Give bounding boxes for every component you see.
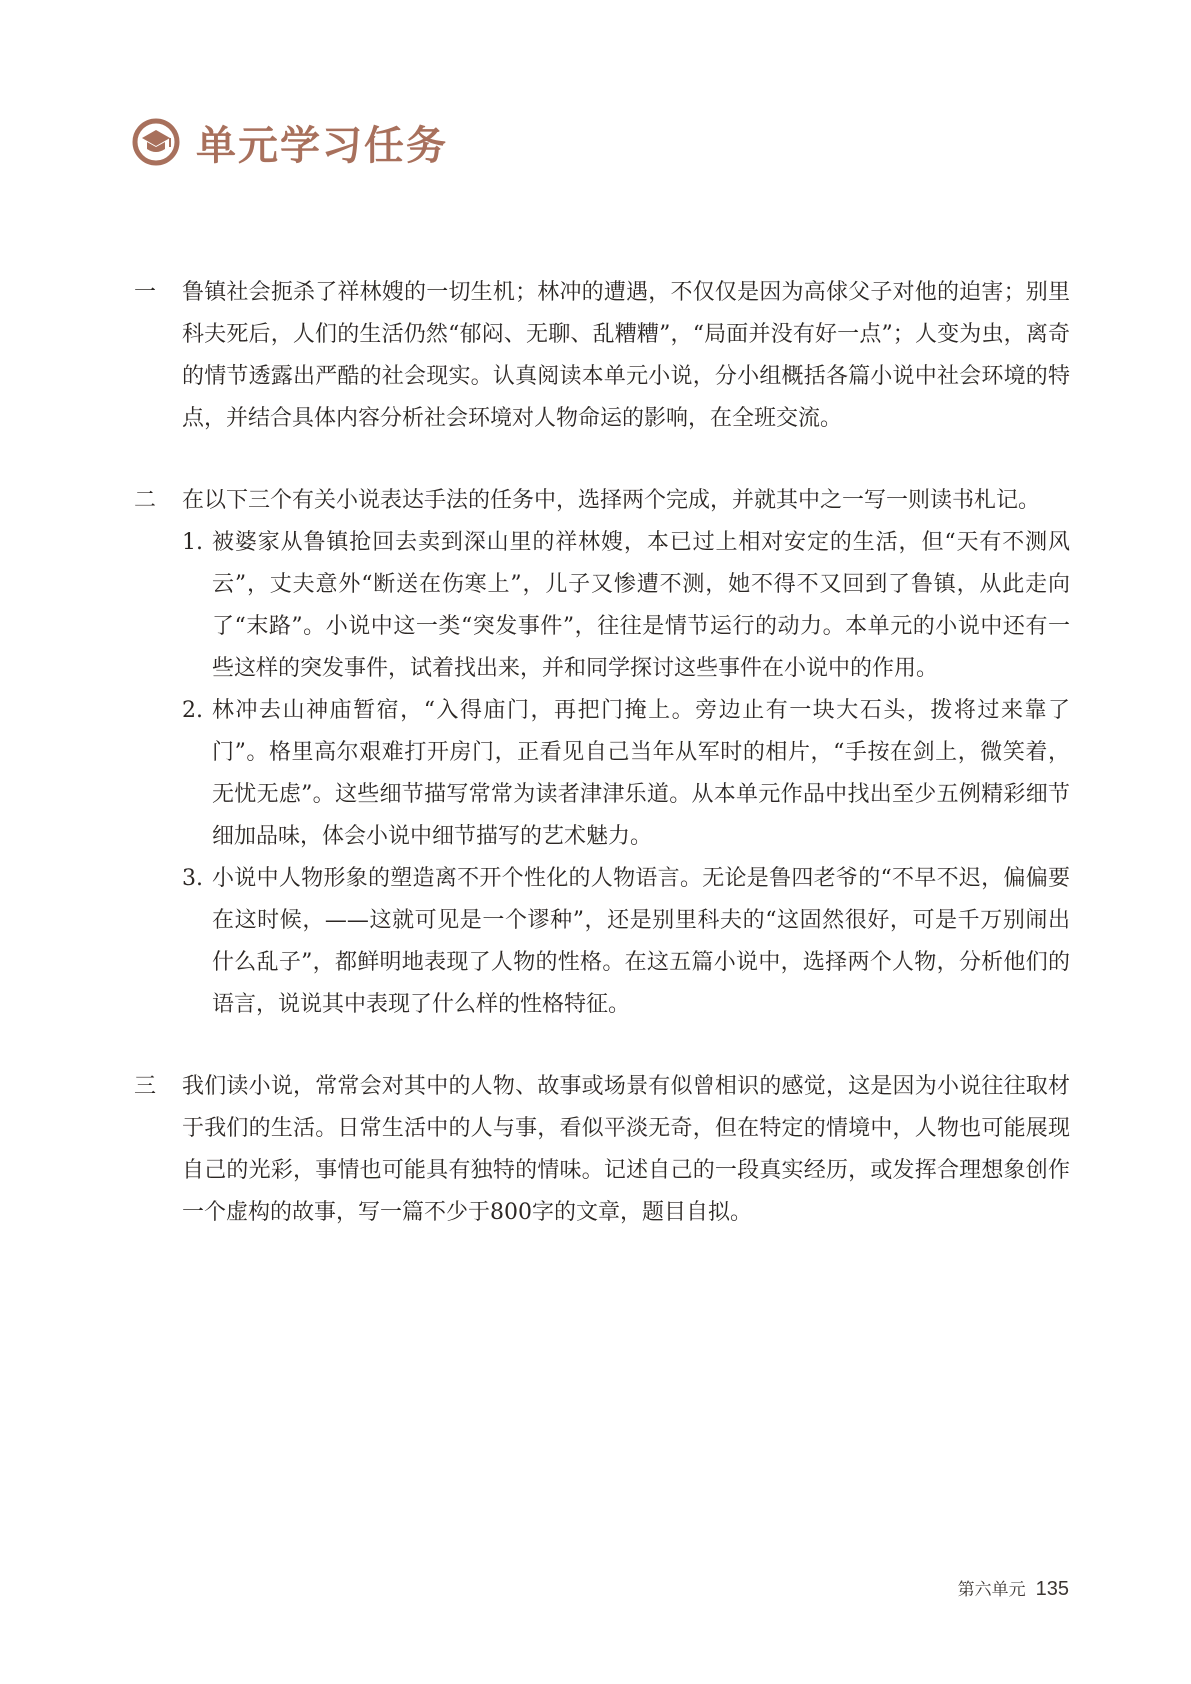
page-number: 135 xyxy=(1035,1578,1069,1600)
graduation-cap-icon xyxy=(132,118,180,166)
task-list xyxy=(134,272,1070,1234)
task-text: 我们读小说，常常会对其中的人物、故事或场景有似曾相识的感觉，这是因为小说往往取材于我们的生活。日常生活中的人与事，看似平淡无奇，但在特定的情境中，人物也可能展现自己的光彩，事情也可能具有独特的情味。记述自己的一段真实经历，或发挥合理想象创作一个虚构的故事，写一篇不少于800字的文章，题目自拟。 xyxy=(182,1074,1070,1225)
section-header xyxy=(132,112,448,172)
task-number: 一 xyxy=(134,280,157,305)
task-number: 三 xyxy=(134,1074,157,1099)
task-text: 在以下三个有关小说表达手法的任务中，选择两个完成，并就其中之一写一则读书札记。 xyxy=(182,488,1041,513)
section-title: 单元学习任务 xyxy=(196,122,448,169)
task-item xyxy=(134,480,1070,1026)
task-text: 鲁镇社会扼杀了祥林嫂的一切生机；林冲的遭遇，不仅仅是因为高俅父子对他的迫害；别里科夫死后，人们的生活仍然“郁闷、无聊、乱糟糟”，“局面并没有好一点”；人变为虫，离奇的情节透露出严酷的社会现实。认真阅读本单元小说，分小组概括各篇小说中社会环境的特点，并结合具体内容分析社会环境对人物命运的影响，在全班交流。 xyxy=(182,280,1070,431)
subtask-text: 林冲去山神庙暂宿，“入得庙门，再把门掩上。旁边止有一块大石头，拨将过来靠了门”。格里高尔艰难打开房门，正看见自己当年从军时的相片，“手按在剑上，微笑着，无忧无虑”。这些细节描写常常为读者津津乐道。从本单元作品中找出至少五例精彩细节细加品味，体会小说中细节描写的艺术魅力。 xyxy=(212,698,1070,849)
subtask-item xyxy=(182,858,1070,1026)
unit-label: 第六单元 xyxy=(957,1580,1026,1600)
task-item xyxy=(134,1066,1070,1234)
subtask-text: 小说中人物形象的塑造离不开个性化的人物语言。无论是鲁四老爷的“不早不迟，偏偏要在这时候，——这就可见是一个谬种”，还是别里科夫的“这固然很好，可是千万别闹出什么乱子”，都鲜明地表现了人物的性格。在这五篇小说中，选择两个人物，分析他们的语言，说说其中表现了什么样的性格特征。 xyxy=(212,866,1070,1017)
subtask-number: 1. xyxy=(182,530,203,555)
subtask-list xyxy=(182,522,1070,1026)
subtask-number: 2. xyxy=(182,698,203,723)
subtask-item xyxy=(182,522,1070,690)
task-number: 二 xyxy=(134,488,157,513)
task-item xyxy=(134,272,1070,440)
page-footer xyxy=(958,1575,1069,1601)
subtask-text: 被婆家从鲁镇抢回去卖到深山里的祥林嫂，本已过上相对安定的生活，但“天有不测风云”，丈夫意外“断送在伤寒上”，儿子又惨遭不测，她不得不又回到了鲁镇，从此走向了“末路”。小说中这一类“突发事件”，往往是情节运行的动力。本单元的小说中还有一些这样的突发事件，试着找出来，并和同学探讨这些事件在小说中的作用。 xyxy=(212,530,1070,681)
subtask-item xyxy=(182,690,1070,858)
subtask-number: 3. xyxy=(182,866,203,891)
